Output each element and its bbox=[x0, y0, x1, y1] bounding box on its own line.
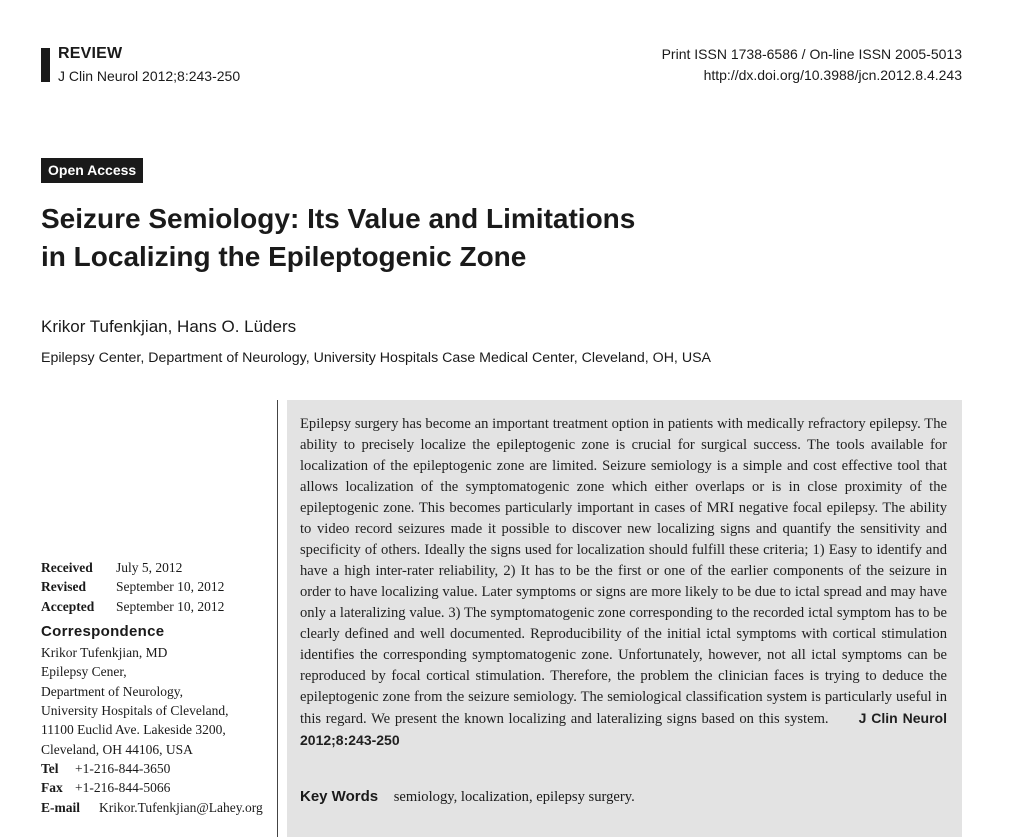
abstract-body bbox=[300, 414, 947, 752]
email-link[interactable]: Krikor.Tufenkjian@Lahey.org bbox=[99, 799, 263, 815]
keywords-label: Key Words bbox=[300, 788, 379, 805]
review-marker-bar bbox=[41, 48, 50, 82]
journal-citation: J Clin Neurol 2012;8:243-250 bbox=[58, 68, 241, 84]
correspondence-line: Department of Neurology, bbox=[41, 683, 183, 699]
date-value: July 5, 2012 bbox=[116, 560, 183, 575]
author-affiliation: Epilepsy Center, Department of Neurology, University Hospitals Case Medical Center, Cleveland, OH, USA bbox=[41, 350, 711, 366]
correspondence-line: Cleveland, OH 44106, USA bbox=[41, 741, 193, 757]
correspondence-line: University Hospitals of Cleveland, bbox=[41, 703, 229, 719]
abstract-panel bbox=[287, 400, 962, 837]
correspondence-line: Krikor Tufenkjian, MD bbox=[41, 645, 168, 661]
correspondence-heading: Correspondence bbox=[41, 622, 165, 640]
revised-date-row bbox=[41, 577, 276, 596]
fax-value: +1-216-844-5066 bbox=[75, 780, 171, 796]
received-date-row bbox=[41, 558, 276, 577]
fax-row bbox=[41, 778, 276, 797]
telephone-row bbox=[41, 759, 276, 778]
title-line-2: in Localizing the Epileptogenic Zone bbox=[41, 241, 527, 272]
correspondence-line: 11100 Euclid Ave. Lakeside 3200, bbox=[41, 722, 226, 738]
date-label: Received bbox=[41, 560, 93, 575]
date-value: September 10, 2012 bbox=[116, 598, 225, 614]
issn-line: Print ISSN 1738-6586 / On-line ISSN 2005-5013 bbox=[661, 46, 962, 62]
article-info-sidebar bbox=[41, 558, 276, 817]
doi-link[interactable]: http://dx.doi.org/10.3988/jcn.2012.8.4.243 bbox=[703, 67, 962, 83]
title-line-1: Seizure Semiology: Its Value and Limitations bbox=[41, 203, 636, 234]
abstract-citation: J Clin Neurol 2012;8:243-250 bbox=[300, 710, 947, 748]
abstract-text: Epilepsy surgery has become an important treatment option in patients with medically refractory epilepsy. The ability to precisely localize the epileptogenic zone is crucial for surgical success. The tools available for localization of the epileptogenic zone are limited. Seizure semiology is a simple and cost effective tool that allows localization of the symptomatogenic zone which either overlaps or is in close proximity of the epileptogenic zone. This becomes particularly important in cases of MRI negative focal epilepsy. The ability to video record seizures made it possible to discover new localizing signs and quantify the sensitivity and specificity of others. Ideally the signs used for localization should fulfill these criteria; 1) Easy to identify and have a high inter-rater reliability, 2) It has to be the first or one of the earlier components of the seizure in order to have localizing value. Later symptoms or signs are more likely to be due to ictal spread and may have only a lateralizing value. 3) The symptomatogenic zone corresponding to the recorded ictal symptom has to be clearly defined and well documented. Reproducibility of the initial ictal symptoms with cortical stimulation identifies the corresponding symptomatogenic zone. Unfortunately, however, not all ictal symptoms can be reproduced by focal cortical stimulation. Therefore, the problem the clinician faces is trying to deduce the epileptogenic zone from the seizure semiology. The semiological classification system is particularly useful in this regard. We present the known localizing and lateralizing signs based on this system. bbox=[300, 416, 947, 727]
accepted-date-row bbox=[41, 597, 276, 616]
date-label: Accepted bbox=[41, 598, 95, 614]
correspondence-line: Epilepsy Cener, bbox=[41, 664, 127, 680]
article-type-label: REVIEW bbox=[58, 45, 123, 62]
article-title bbox=[41, 200, 801, 276]
email-row bbox=[41, 798, 276, 817]
date-value: September 10, 2012 bbox=[116, 579, 225, 595]
fax-label: Fax bbox=[41, 780, 63, 796]
tel-value: +1-216-844-3650 bbox=[75, 760, 171, 776]
author-list: Krikor Tufenkjian, Hans O. Lüders bbox=[41, 317, 297, 336]
tel-label: Tel bbox=[41, 760, 59, 776]
open-access-badge: Open Access bbox=[41, 158, 143, 183]
keywords-line bbox=[300, 788, 635, 806]
column-divider bbox=[277, 400, 278, 837]
keywords-value: semiology, localization, epilepsy surgery. bbox=[393, 789, 635, 805]
date-label: Revised bbox=[41, 579, 86, 595]
email-label: E-mail bbox=[41, 799, 80, 815]
